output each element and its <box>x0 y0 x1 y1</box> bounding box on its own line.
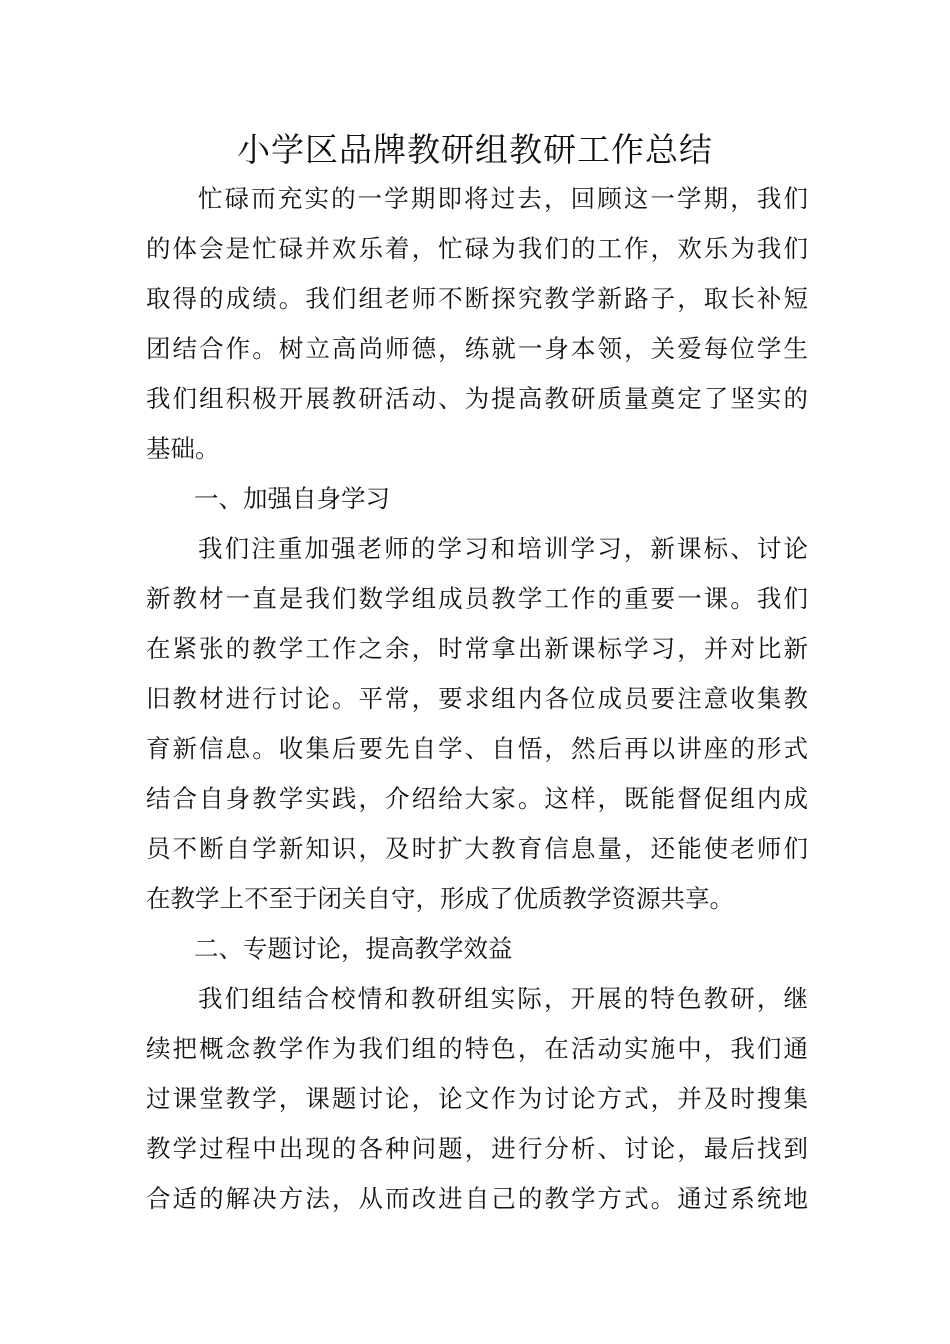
paragraph-2-line-6: 结合自身教学实践，介绍给大家。这样，既能督促组内成 <box>146 784 808 813</box>
paragraph-1-line-1: 忙碌而充实的一学期即将过去，回顾这一学期，我们 <box>198 184 808 213</box>
paragraph-1-line-5: 我们组积极开展教研活动、为提高教研质量奠定了坚实的 <box>146 384 808 413</box>
section-heading-2: 二、专题讨论，提高教学效益 <box>194 934 513 963</box>
paragraph-3-line-5: 合适的解决方法，从而改进自己的教学方式。通过系统地 <box>146 1184 808 1213</box>
section-heading-1: 一、加强自身学习 <box>194 484 390 513</box>
paragraph-3-line-4: 教学过程中出现的各种问题，进行分析、讨论，最后找到 <box>146 1134 808 1163</box>
paragraph-1-line-6: 基础。 <box>146 434 220 463</box>
paragraph-2-line-5: 育新信息。收集后要先自学、自悟，然后再以讲座的形式 <box>146 734 808 763</box>
paragraph-1-line-3: 取得的成绩。我们组老师不断探究教学新路子，取长补短 <box>146 284 808 313</box>
paragraph-2-line-7: 员不断自学新知识，及时扩大教育信息量，还能使老师们 <box>146 834 808 863</box>
paragraph-2-line-2: 新教材一直是我们数学组成员教学工作的重要一课。我们 <box>146 584 808 613</box>
paragraph-2-line-8: 在教学上不至于闭关自守，形成了优质教学资源共享。 <box>146 884 734 913</box>
document-title: 小学区品牌教研组教研工作总结 <box>237 130 713 169</box>
paragraph-2-line-1: 我们注重加强老师的学习和培训学习，新课标、讨论 <box>198 534 808 563</box>
paragraph-3-line-3: 过课堂教学，课题讨论，论文作为讨论方式，并及时搜集 <box>146 1084 808 1113</box>
paragraph-3-line-1: 我们组结合校情和教研组实际，开展的特色教研，继 <box>198 984 808 1013</box>
paragraph-2-line-4: 旧教材进行讨论。平常，要求组内各位成员要注意收集教 <box>146 684 808 713</box>
paragraph-3-line-2: 续把概念教学作为我们组的特色，在活动实施中，我们通 <box>146 1034 808 1063</box>
paragraph-2-line-3: 在紧张的教学工作之余，时常拿出新课标学习，并对比新 <box>146 634 808 663</box>
paragraph-1-line-4: 团结合作。树立高尚师德，练就一身本领，关爱每位学生 <box>146 334 808 363</box>
paragraph-1-line-2: 的体会是忙碌并欢乐着，忙碌为我们的工作，欢乐为我们 <box>146 234 808 263</box>
